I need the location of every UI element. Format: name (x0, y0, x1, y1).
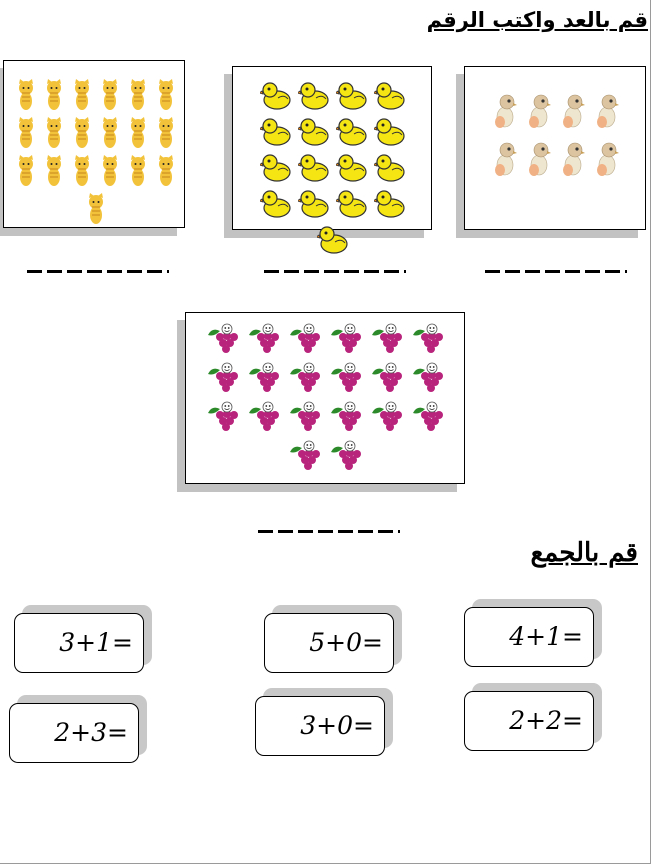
equation-box[interactable] (255, 696, 385, 756)
picture-frame-birds (464, 66, 646, 230)
ducks-grid (239, 79, 427, 259)
count-section-title: قم بالعد واكتب الرقم (426, 8, 648, 32)
duck-icon (260, 151, 292, 183)
grapes-icon (329, 362, 365, 398)
duck-icon (336, 187, 368, 219)
cat-icon (15, 79, 37, 112)
bird-icon (527, 93, 551, 129)
duck-icon (260, 79, 292, 111)
grapes-icon (288, 401, 324, 437)
cat-icon (71, 79, 93, 112)
duck-icon (336, 79, 368, 111)
grapes-icon (206, 401, 242, 437)
bird-icon (595, 141, 619, 177)
duck-icon (298, 115, 330, 147)
equation-text: 3+1= (59, 628, 133, 657)
equation-box[interactable] (9, 703, 139, 763)
cat-icon (85, 193, 107, 226)
cat-icon (15, 155, 37, 188)
duck-icon (336, 115, 368, 147)
cat-icon (127, 79, 149, 112)
grapes-icon (411, 362, 447, 398)
cat-icon (15, 117, 37, 150)
cat-icon (127, 117, 149, 150)
grapes-icon (247, 362, 283, 398)
bird-icon (595, 93, 619, 129)
equation-text: 4+1= (509, 622, 583, 651)
cat-icon (43, 155, 65, 188)
cat-icon (99, 117, 121, 150)
equation-box[interactable] (464, 607, 594, 667)
cat-icon (43, 117, 65, 150)
grapes-icon (247, 401, 283, 437)
answer-line-cats[interactable] (27, 270, 169, 273)
cat-icon (155, 117, 177, 150)
cat-icon (127, 155, 149, 188)
cats-grid (12, 79, 180, 231)
duck-icon (260, 187, 292, 219)
grapes-icon (288, 323, 324, 359)
grapes-icon (411, 401, 447, 437)
cat-icon (43, 79, 65, 112)
grapes-icon (370, 401, 406, 437)
equation-box[interactable] (14, 613, 144, 673)
duck-icon (336, 151, 368, 183)
duck-icon (298, 151, 330, 183)
duck-icon (298, 187, 330, 219)
duck-icon (298, 79, 330, 111)
equation-text: 5+0= (309, 628, 383, 657)
bird-icon (561, 93, 585, 129)
equation-box[interactable] (464, 691, 594, 751)
cat-icon (71, 117, 93, 150)
grapes-icon (206, 362, 242, 398)
grapes-icon (370, 362, 406, 398)
cat-icon (155, 79, 177, 112)
duck-icon (374, 151, 406, 183)
grapes-grid (194, 323, 458, 479)
equation-box[interactable] (264, 613, 394, 673)
grapes-icon (288, 362, 324, 398)
grapes-icon (370, 323, 406, 359)
equation-text: 2+2= (509, 706, 583, 735)
duck-icon (260, 115, 292, 147)
equation-text: 2+3= (54, 718, 128, 747)
cat-icon (71, 155, 93, 188)
duck-icon (374, 79, 406, 111)
grapes-icon (329, 440, 365, 476)
bird-icon (493, 93, 517, 129)
birds-grid (473, 93, 639, 189)
grapes-icon (247, 323, 283, 359)
picture-frame-grapes (185, 312, 465, 484)
duck-icon (374, 187, 406, 219)
grapes-icon (329, 401, 365, 437)
addition-section-title: قم بالجمع (530, 538, 638, 568)
answer-line-birds[interactable] (485, 270, 627, 273)
bird-icon (561, 141, 585, 177)
duck-icon (317, 223, 349, 255)
picture-frame-cats (3, 60, 185, 228)
grapes-icon (329, 323, 365, 359)
bird-icon (527, 141, 551, 177)
duck-icon (374, 115, 406, 147)
answer-line-grapes[interactable] (258, 530, 400, 533)
bird-icon (493, 141, 517, 177)
grapes-icon (206, 323, 242, 359)
cat-icon (99, 155, 121, 188)
grapes-icon (288, 440, 324, 476)
grapes-icon (411, 323, 447, 359)
equation-text: 3+0= (300, 711, 374, 740)
cat-icon (155, 155, 177, 188)
answer-line-ducks[interactable] (264, 270, 406, 273)
cat-icon (99, 79, 121, 112)
picture-frame-ducks (232, 66, 432, 230)
